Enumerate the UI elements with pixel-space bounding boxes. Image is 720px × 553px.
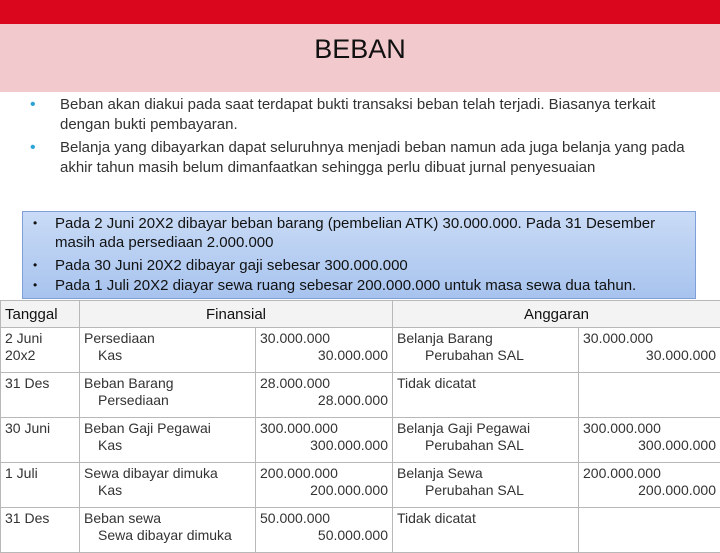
debit-amount: 200.000.000 <box>260 465 388 482</box>
date-cell: 30 Juni <box>1 418 80 463</box>
ang-amount-cell <box>579 508 720 553</box>
credit-amount: 30.000.000 <box>583 347 716 364</box>
credit-account: Kas <box>84 437 251 454</box>
debit-account: Persediaan <box>84 330 251 347</box>
intro-bullet-item <box>28 138 708 178</box>
credit-account: Persediaan <box>84 392 251 409</box>
debit-account: Tidak dicatat <box>397 510 574 527</box>
debit-account: Sewa dibayar dimuka <box>84 465 251 482</box>
debit-account: Belanja Barang <box>397 330 574 347</box>
date-cell: 2 Juni 20x2 <box>1 328 80 373</box>
credit-account: Kas <box>84 482 251 499</box>
fin-amount-cell <box>256 328 393 373</box>
fin-account-cell <box>80 373 256 418</box>
example-bullet-text: Pada 2 Juni 20X2 dibayar beban barang (pembelian ATK) 30.000.000. Pada 31 Desember masih ada persediaan 2.000.000 <box>33 214 688 252</box>
example-box <box>22 211 696 299</box>
top-accent-bar <box>0 0 720 24</box>
ang-account-cell <box>393 463 579 508</box>
fin-amount-cell <box>256 463 393 508</box>
fin-amount-cell <box>256 418 393 463</box>
debit-amount: 30.000.000 <box>260 330 388 347</box>
intro-bullet-text: Belanja yang dibayarkan dapat seluruhnya menjadi beban namun ada juga belanja yang pada akhir tahun masih belum dimanfaatkan sehingga perlu dibuat jurnal penyesuaian <box>60 139 685 176</box>
ang-account-cell <box>393 508 579 553</box>
table-row <box>1 328 720 373</box>
example-bullet-item <box>33 214 688 252</box>
ang-amount-cell <box>579 373 720 418</box>
credit-amount: 30.000.000 <box>260 347 388 364</box>
intro-bullet-item <box>28 95 708 135</box>
table-header-row <box>1 301 720 328</box>
fin-account-cell <box>80 328 256 373</box>
fin-account-cell <box>80 508 256 553</box>
example-bullet-text: Pada 30 Juni 20X2 dibayar gaji sebesar 300.000.000 <box>33 256 688 275</box>
table-row <box>1 373 720 418</box>
debit-account: Beban sewa <box>84 510 251 527</box>
debit-account: Belanja Gaji Pegawai <box>397 420 574 437</box>
table-row <box>1 418 720 463</box>
debit-account: Belanja Sewa <box>397 465 574 482</box>
credit-account: Perubahan SAL <box>397 347 574 364</box>
fin-amount-cell <box>256 508 393 553</box>
example-bullet-item <box>33 256 688 275</box>
credit-amount: 300.000.000 <box>583 437 716 454</box>
fin-account-cell <box>80 418 256 463</box>
ang-account-cell <box>393 373 579 418</box>
bullet-dot-icon: • <box>30 95 36 115</box>
credit-account: Perubahan SAL <box>397 437 574 454</box>
debit-amount: 30.000.000 <box>583 330 716 347</box>
debit-account: Tidak dicatat <box>397 375 574 392</box>
table-row <box>1 508 720 553</box>
fin-account-cell <box>80 463 256 508</box>
debit-amount: 28.000.000 <box>260 375 388 392</box>
credit-amount: 50.000.000 <box>260 527 388 544</box>
ang-amount-cell <box>579 463 720 508</box>
header-anggaran: Anggaran <box>393 301 720 328</box>
debit-amount: 50.000.000 <box>260 510 388 527</box>
slide-title: BEBAN <box>0 34 720 65</box>
bullet-dot-icon: • <box>33 214 37 233</box>
credit-amount: 200.000.000 <box>583 482 716 499</box>
header-tanggal: Tanggal <box>1 301 80 328</box>
ang-account-cell <box>393 328 579 373</box>
debit-account: Beban Gaji Pegawai <box>84 420 251 437</box>
date-cell: 31 Des <box>1 508 80 553</box>
debit-account: Beban Barang <box>84 375 251 392</box>
bullet-dot-icon: • <box>33 256 37 275</box>
credit-account: Sewa dibayar dimuka <box>84 527 251 544</box>
debit-amount: 300.000.000 <box>583 420 716 437</box>
date-cell: 1 Juli <box>1 463 80 508</box>
fin-amount-cell <box>256 373 393 418</box>
example-bullet-item <box>33 276 693 295</box>
credit-amount: 28.000.000 <box>260 392 388 409</box>
bullet-dot-icon: • <box>33 276 37 295</box>
header-finansial: Finansial <box>80 301 393 328</box>
debit-amount: 300.000.000 <box>260 420 388 437</box>
date-cell: 31 Des <box>1 373 80 418</box>
credit-account: Perubahan SAL <box>397 482 574 499</box>
credit-amount: 200.000.000 <box>260 482 388 499</box>
credit-amount: 300.000.000 <box>260 437 388 454</box>
debit-amount: 200.000.000 <box>583 465 716 482</box>
intro-bullet-text: Beban akan diakui pada saat terdapat bukti transaksi beban telah terjadi. Biasanya terkait dengan bukti pembayaran. <box>60 96 655 133</box>
journal-table <box>0 300 720 553</box>
intro-bullet-list <box>28 95 708 181</box>
credit-account: Kas <box>84 347 251 364</box>
example-bullet-text: Pada 1 Juli 20X2 diayar sewa ruang sebesar 200.000.000 untuk masa sewa dua tahun. <box>33 276 693 295</box>
table-row <box>1 463 720 508</box>
ang-amount-cell <box>579 418 720 463</box>
ang-account-cell <box>393 418 579 463</box>
ang-amount-cell <box>579 328 720 373</box>
bullet-dot-icon: • <box>30 138 36 158</box>
